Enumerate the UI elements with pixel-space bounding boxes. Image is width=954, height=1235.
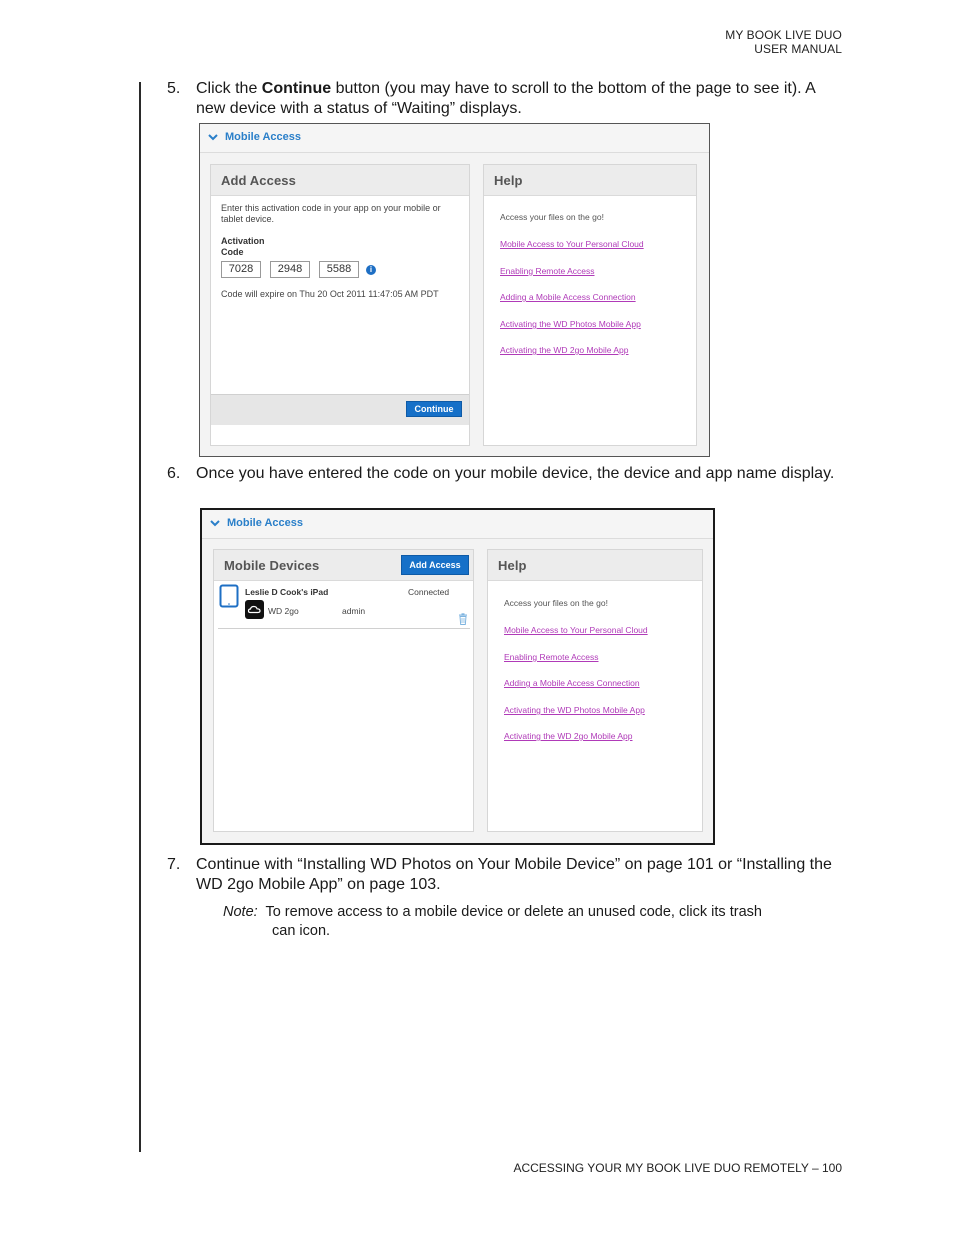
note-line-2: can icon. [272, 923, 331, 939]
info-icon[interactable]: i [366, 265, 376, 275]
activation-code-label: Activation Code [221, 236, 265, 257]
note-line-1: To remove access to a mobile device or delete an unused code, click its trash [265, 904, 762, 920]
mobile-devices-panel [213, 549, 474, 832]
running-footer: ACCESSING YOUR MY BOOK LIVE DUO REMOTELY – 100 [513, 1161, 842, 1175]
help-panel [487, 549, 703, 832]
chevron-down-icon[interactable] [208, 132, 218, 142]
tablet-icon [219, 584, 239, 608]
code-field-3[interactable]: 5588 [319, 261, 359, 278]
running-header [725, 28, 842, 56]
help-intro: Access your files on the go! [500, 212, 604, 222]
help-link-wd-photos[interactable]: Activating the WD Photos Mobile App [500, 319, 641, 329]
screenshot-mobile-devices [200, 508, 715, 845]
step-7 [167, 855, 847, 895]
help-link-mobile-access[interactable]: Mobile Access to Your Personal Cloud [504, 625, 648, 635]
trash-icon[interactable] [458, 613, 468, 625]
step-text: Once you have entered the code on your mobile device, the device and app name display. [196, 465, 835, 482]
header-line-2: USER MANUAL [754, 42, 842, 56]
section-title: Mobile Access [225, 131, 302, 143]
help-link-add-connection[interactable]: Adding a Mobile Access Connection [504, 678, 640, 688]
note [223, 903, 823, 941]
instruction-text: Enter this activation code in your app on your mobile or tablet device. [221, 203, 441, 224]
panel-title: Help [498, 558, 527, 573]
screenshot-add-access [199, 123, 710, 457]
code-field-2[interactable]: 2948 [270, 261, 310, 278]
help-link-wd-photos[interactable]: Activating the WD Photos Mobile App [504, 705, 645, 715]
device-status: Connected [408, 587, 450, 597]
help-intro: Access your files on the go! [504, 598, 608, 608]
continue-button[interactable]: Continue [406, 401, 462, 417]
app-user: admin [342, 606, 366, 616]
help-panel [483, 164, 697, 446]
section-title: Mobile Access [227, 517, 304, 529]
step-text: Click the Continue button (you may have to scroll to the bottom of the page to see it). A new device with a status of “Waiting” displays. [196, 80, 815, 117]
help-link-remote-access[interactable]: Enabling Remote Access [500, 266, 595, 276]
section-header[interactable] [200, 124, 709, 153]
wd-2go-app-icon [245, 600, 264, 619]
step-5 [167, 79, 847, 119]
panel-title: Help [494, 173, 523, 188]
header-line-1: MY BOOK LIVE DUO [725, 28, 842, 42]
step-number: 6. [167, 465, 181, 482]
help-link-wd-2go[interactable]: Activating the WD 2go Mobile App [500, 345, 629, 355]
step-text: Continue with “Installing WD Photos on Your Mobile Device” on page 101 or “Installing the WD 2go Mobile App” on page 103. [196, 856, 832, 893]
code-field-1[interactable]: 7028 [221, 261, 261, 278]
continue-emphasis: Continue [261, 80, 332, 97]
add-access-button[interactable]: Add Access [401, 555, 469, 575]
chevron-down-icon[interactable] [210, 518, 220, 528]
section-header[interactable] [202, 510, 713, 539]
device-name: Leslie D Cook's iPad [245, 587, 329, 597]
panel-header [211, 165, 469, 196]
step-number: 5. [167, 80, 181, 97]
step-6 [167, 464, 847, 484]
device-row[interactable] [218, 582, 470, 629]
panel-header [484, 165, 696, 196]
margin-rule [139, 82, 141, 1152]
help-link-mobile-access[interactable]: Mobile Access to Your Personal Cloud [500, 239, 644, 249]
help-link-remote-access[interactable]: Enabling Remote Access [504, 652, 599, 662]
note-label: Note: [223, 904, 258, 920]
panel-title: Add Access [221, 173, 296, 188]
expire-text: Code will expire on Thu 20 Oct 2011 11:47:05 AM PDT [221, 289, 439, 299]
step-number: 7. [167, 856, 181, 873]
add-access-panel [210, 164, 470, 446]
panel-title: Mobile Devices [224, 558, 320, 573]
app-name: WD 2go [268, 606, 299, 616]
help-link-add-connection[interactable]: Adding a Mobile Access Connection [500, 292, 636, 302]
panel-header [488, 550, 702, 581]
help-link-wd-2go[interactable]: Activating the WD 2go Mobile App [504, 731, 633, 741]
